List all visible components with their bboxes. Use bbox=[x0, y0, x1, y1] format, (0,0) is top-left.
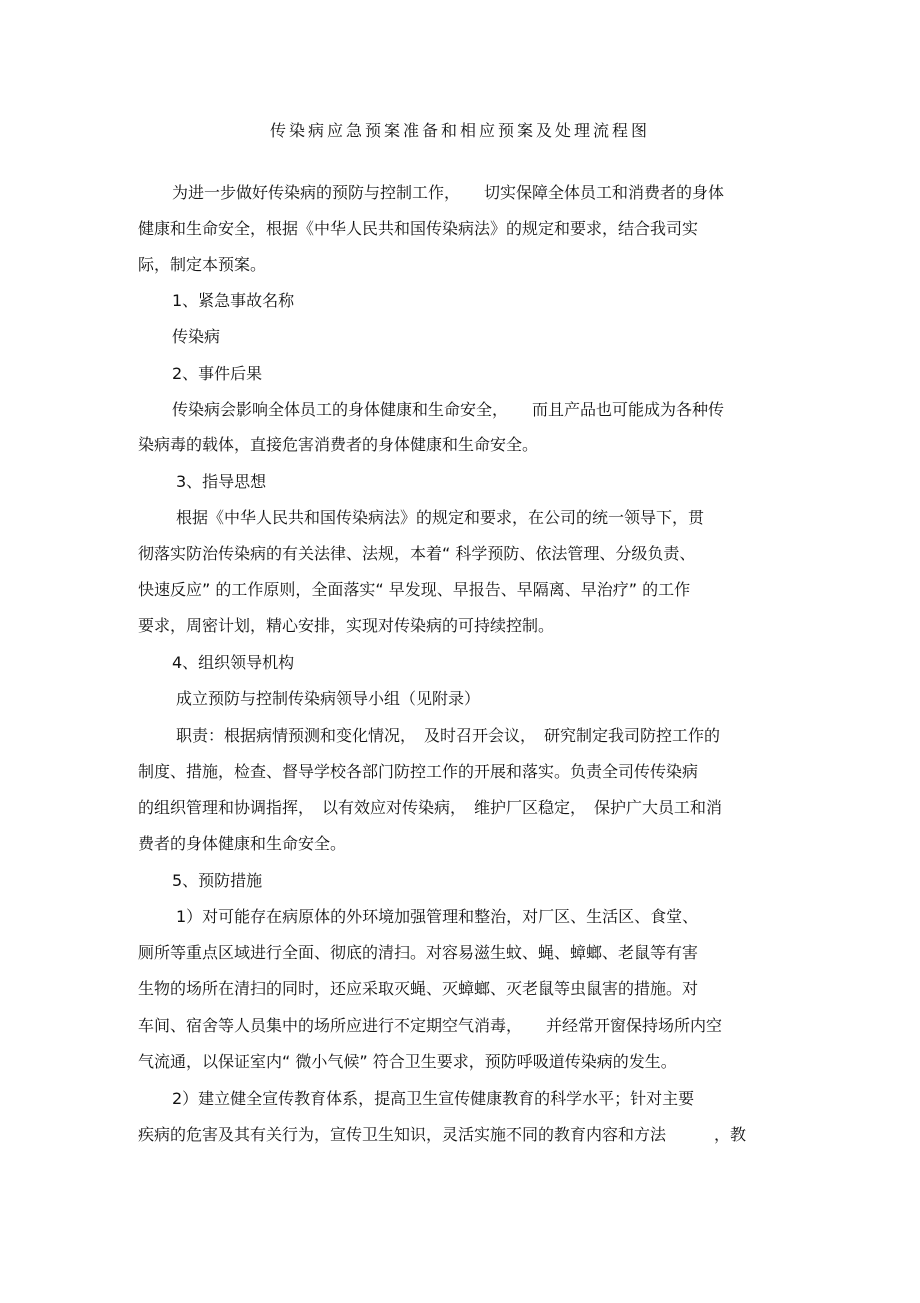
paragraph-line: 为进一步做好传染病的预防与控制工作， 切实保障全体员工和消费者的身体 bbox=[172, 183, 725, 202]
paragraph-line: 际，制定本预案。 bbox=[138, 255, 267, 274]
paragraph-line: 传染病会影响全体员工的身体健康和生命安全， 而且产品也可能成为各种传 bbox=[172, 400, 725, 419]
section-heading: 4、组织领导机构 bbox=[172, 653, 295, 672]
paragraph-line: 职责：根据病情预测和变化情况， 及时召开会议， 研究制定我司防控工作的 bbox=[176, 726, 721, 745]
paragraph-line: 成立预防与控制传染病领导小组（见附录） bbox=[176, 689, 481, 708]
paragraph-line: 传染病 bbox=[172, 327, 221, 346]
paragraph-line: 生物的场所在清扫的同时，还应采取灭蝇、灭蟑螂、灭老鼠等虫鼠害的措施。对 bbox=[138, 979, 699, 998]
paragraph-line: 车间、宿舍等人员集中的场所应进行不定期空气消毒， 并经常开窗保持场所内空 bbox=[138, 1016, 723, 1035]
paragraph-line: 染病毒的载体，直接危害消费者的身体健康和生命安全。 bbox=[138, 435, 539, 454]
paragraph-line: 的组织管理和协调指挥， 以有效应对传染病， 维护厂区稳定， 保护广大员工和消 bbox=[138, 798, 723, 817]
section-heading: 2、事件后果 bbox=[172, 364, 263, 383]
paragraph-line: 2）建立健全宣传教育体系，提高卫生宣传健康教育的科学水平；针对主要 bbox=[172, 1089, 695, 1108]
paragraph-line: 疾病的危害及其有关行为，宣传卫生知识，灵活实施不同的教育内容和方法 ，教 bbox=[138, 1125, 747, 1144]
paragraph-line: 1）对可能存在病原体的外环境加强管理和整治，对厂区、生活区、食堂、 bbox=[176, 907, 699, 926]
paragraph-line: 彻落实防治传染病的有关法律、法规，本着“ 科学预防、依法管理、分级负责、 bbox=[138, 544, 696, 563]
paragraph-line: 要求，周密计划，精心安排，实现对传染病的可持续控制。 bbox=[138, 616, 555, 635]
paragraph-line: 健康和生命安全，根据《中华人民共和国传染病法》的规定和要求，结合我司实 bbox=[138, 219, 699, 238]
section-heading: 1、紧急事故名称 bbox=[172, 291, 295, 310]
paragraph-line: 根据《中华人民共和国传染病法》的规定和要求，在公司的统一领导下，贯 bbox=[176, 508, 705, 527]
paragraph-line: 制度、措施，检查、督导学校各部门防控工作的开展和落实。负责全司传传染病 bbox=[138, 762, 699, 781]
document-title: 传染病应急预案准备和相应预案及处理流程图 bbox=[269, 121, 650, 140]
paragraph-line: 费者的身体健康和生命安全。 bbox=[138, 834, 347, 853]
section-heading: 3、指导思想 bbox=[176, 472, 267, 491]
section-heading: 5、预防措施 bbox=[172, 871, 263, 890]
paragraph-line: 气流通，以保证室内“ 微小气候” 符合卫生要求，预防呼吸道传染病的发生。 bbox=[138, 1052, 677, 1071]
paragraph-line: 厕所等重点区域进行全面、彻底的清扫。对容易滋生蚊、蝇、蟑螂、老鼠等有害 bbox=[138, 943, 699, 962]
paragraph-line: 快速反应” 的工作原则，全面落实“ 早发现、早报告、早隔离、早治疗” 的工作 bbox=[138, 580, 691, 599]
